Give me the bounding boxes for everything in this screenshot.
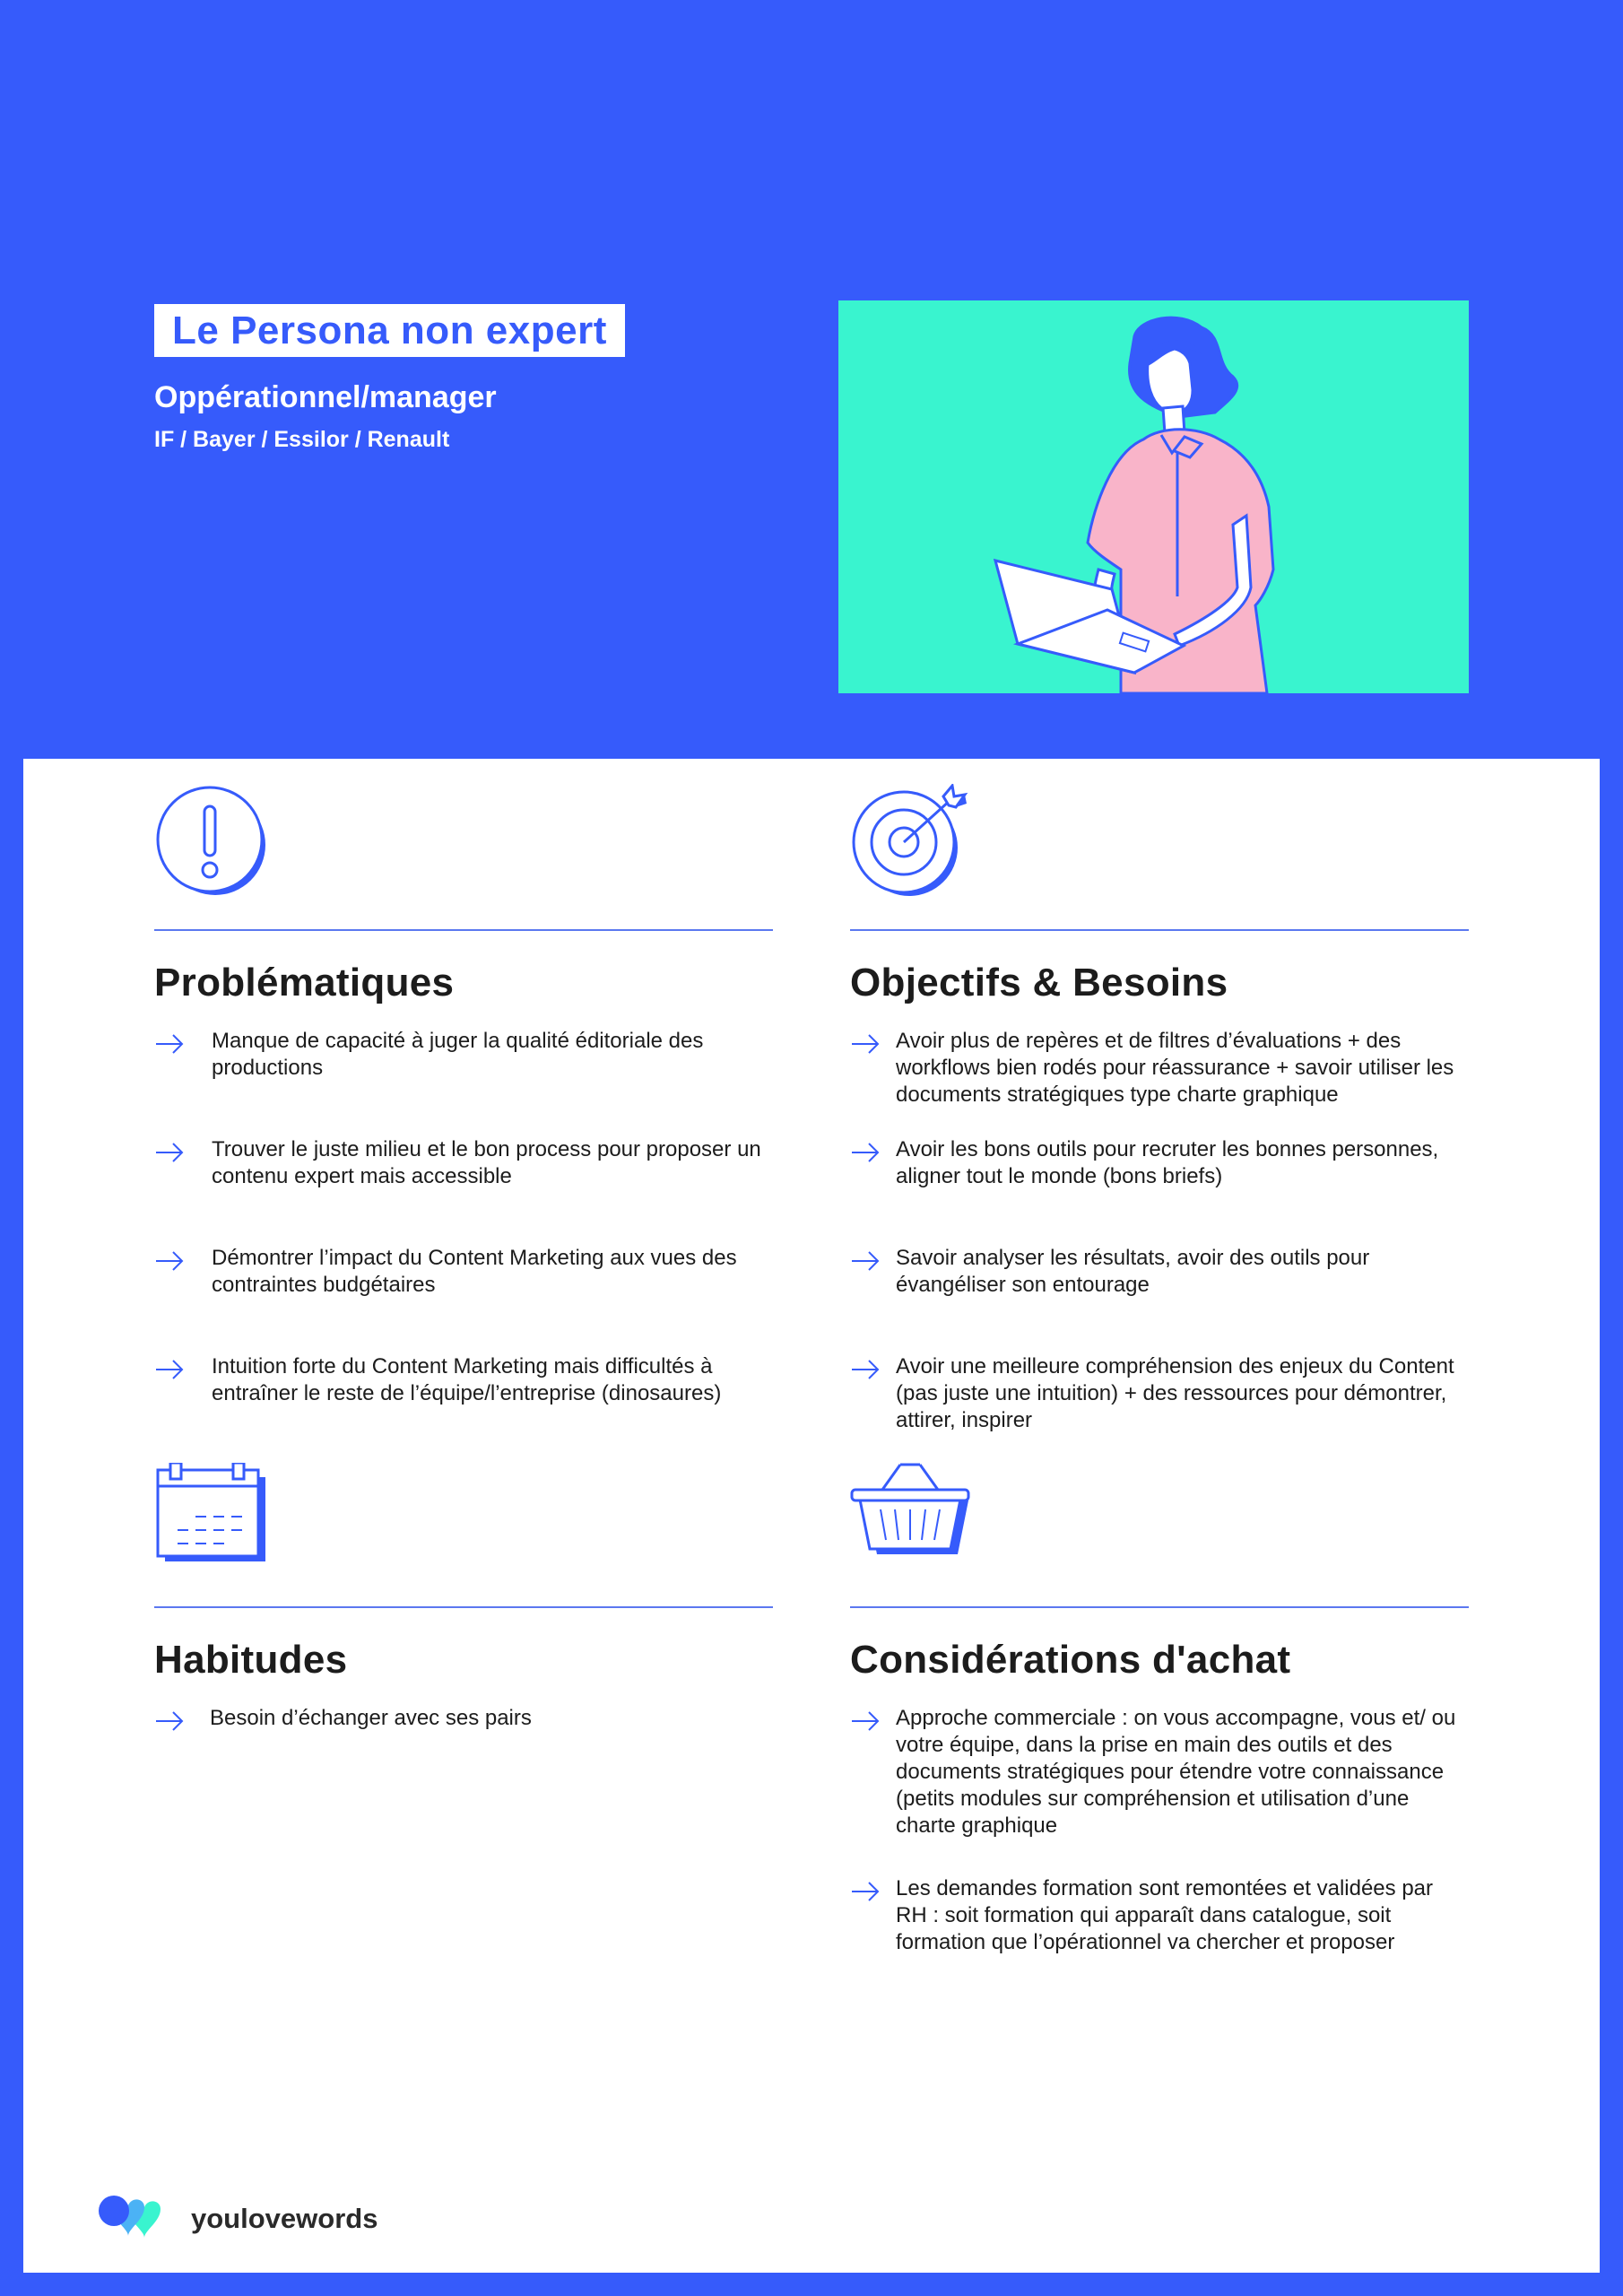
arrow-right-icon <box>154 1250 185 1272</box>
considerations-list <box>850 1705 1469 1983</box>
brand-name: youlovewords <box>191 2203 378 2234</box>
habitudes-list <box>154 1705 773 1759</box>
arrow-right-icon <box>850 1250 881 1272</box>
section-title: Objectifs & Besoins <box>850 961 1228 1004</box>
arrow-right-icon <box>154 1142 185 1163</box>
woman-with-laptop-icon <box>838 300 1469 693</box>
list-item: Intuition forte du Content Marketing mais difficultés à entraîner le reste de l’équipe/l’entreprise (dinosaures) <box>154 1353 773 1462</box>
shopping-basket-icon <box>850 1463 976 1561</box>
brand-logo[interactable] <box>96 2195 378 2243</box>
divider <box>850 1606 1469 1608</box>
section-objectifs <box>850 784 1469 1465</box>
list-item: Avoir plus de repères et de filtres d’évaluations + des workflows bien rodés pour réassurance + savoir utiliser les documents stratégiques type charte graphique <box>850 1028 1469 1136</box>
arrow-right-icon <box>850 1033 881 1055</box>
alert-icon <box>154 784 271 900</box>
target-icon <box>850 784 976 900</box>
section-problematiques <box>154 784 773 1465</box>
list-item: Avoir les bons outils pour recruter les bonnes personnes, aligner tout le monde (bons briefs) <box>850 1136 1469 1245</box>
arrow-right-icon <box>154 1359 185 1380</box>
hearts-logo-icon <box>96 2195 180 2243</box>
page-title: Le Persona non expert <box>154 304 625 357</box>
list-item: Approche commerciale : on vous accompagne, vous et/ ou votre équipe, dans la prise en main des outils et des documents stratégiques pour étendre votre connaissance (petits modules sur compréhension et utilisation d’une charte graphique <box>850 1705 1469 1875</box>
list-item: Manque de capacité à juger la qualité éditoriale des productions <box>154 1028 773 1136</box>
persona-companies: IF / Bayer / Essilor / Renault <box>154 427 450 452</box>
section-title: Problématiques <box>154 961 455 1004</box>
problematiques-list <box>154 1028 773 1462</box>
arrow-right-icon <box>154 1033 185 1055</box>
arrow-right-icon <box>850 1710 881 1732</box>
list-item: Besoin d’échanger avec ses pairs <box>154 1705 773 1759</box>
section-considerations <box>850 1463 1469 1954</box>
persona-illustration <box>838 300 1469 693</box>
list-item: Démontrer l’impact du Content Marketing aux vues des contraintes budgétaires <box>154 1245 773 1353</box>
objectifs-list <box>850 1028 1469 1462</box>
arrow-right-icon <box>850 1881 881 1902</box>
persona-role: Oppérationnel/manager <box>154 380 497 414</box>
divider <box>850 929 1469 931</box>
list-item: Avoir une meilleure compréhension des enjeux du Content (pas juste une intuition) + des ressources pour démontrer, attirer, inspirer <box>850 1353 1469 1462</box>
divider <box>154 1606 773 1608</box>
section-habitudes <box>154 1463 773 1822</box>
arrow-right-icon <box>154 1710 185 1732</box>
section-title: Considérations d'achat <box>850 1638 1291 1682</box>
list-item: Trouver le juste milieu et le bon process pour proposer un contenu expert mais accessible <box>154 1136 773 1245</box>
list-item: Savoir analyser les résultats, avoir des outils pour évangéliser son entourage <box>850 1245 1469 1353</box>
calendar-icon <box>154 1463 271 1561</box>
list-item: Les demandes formation sont remontées et validées par RH : soit formation qui apparaît dans catalogue, soit formation que l’opérationnel va chercher et proposer <box>850 1875 1469 1983</box>
arrow-right-icon <box>850 1142 881 1163</box>
content-panel <box>23 759 1600 2273</box>
arrow-right-icon <box>850 1359 881 1380</box>
section-title: Habitudes <box>154 1638 348 1682</box>
divider <box>154 929 773 931</box>
